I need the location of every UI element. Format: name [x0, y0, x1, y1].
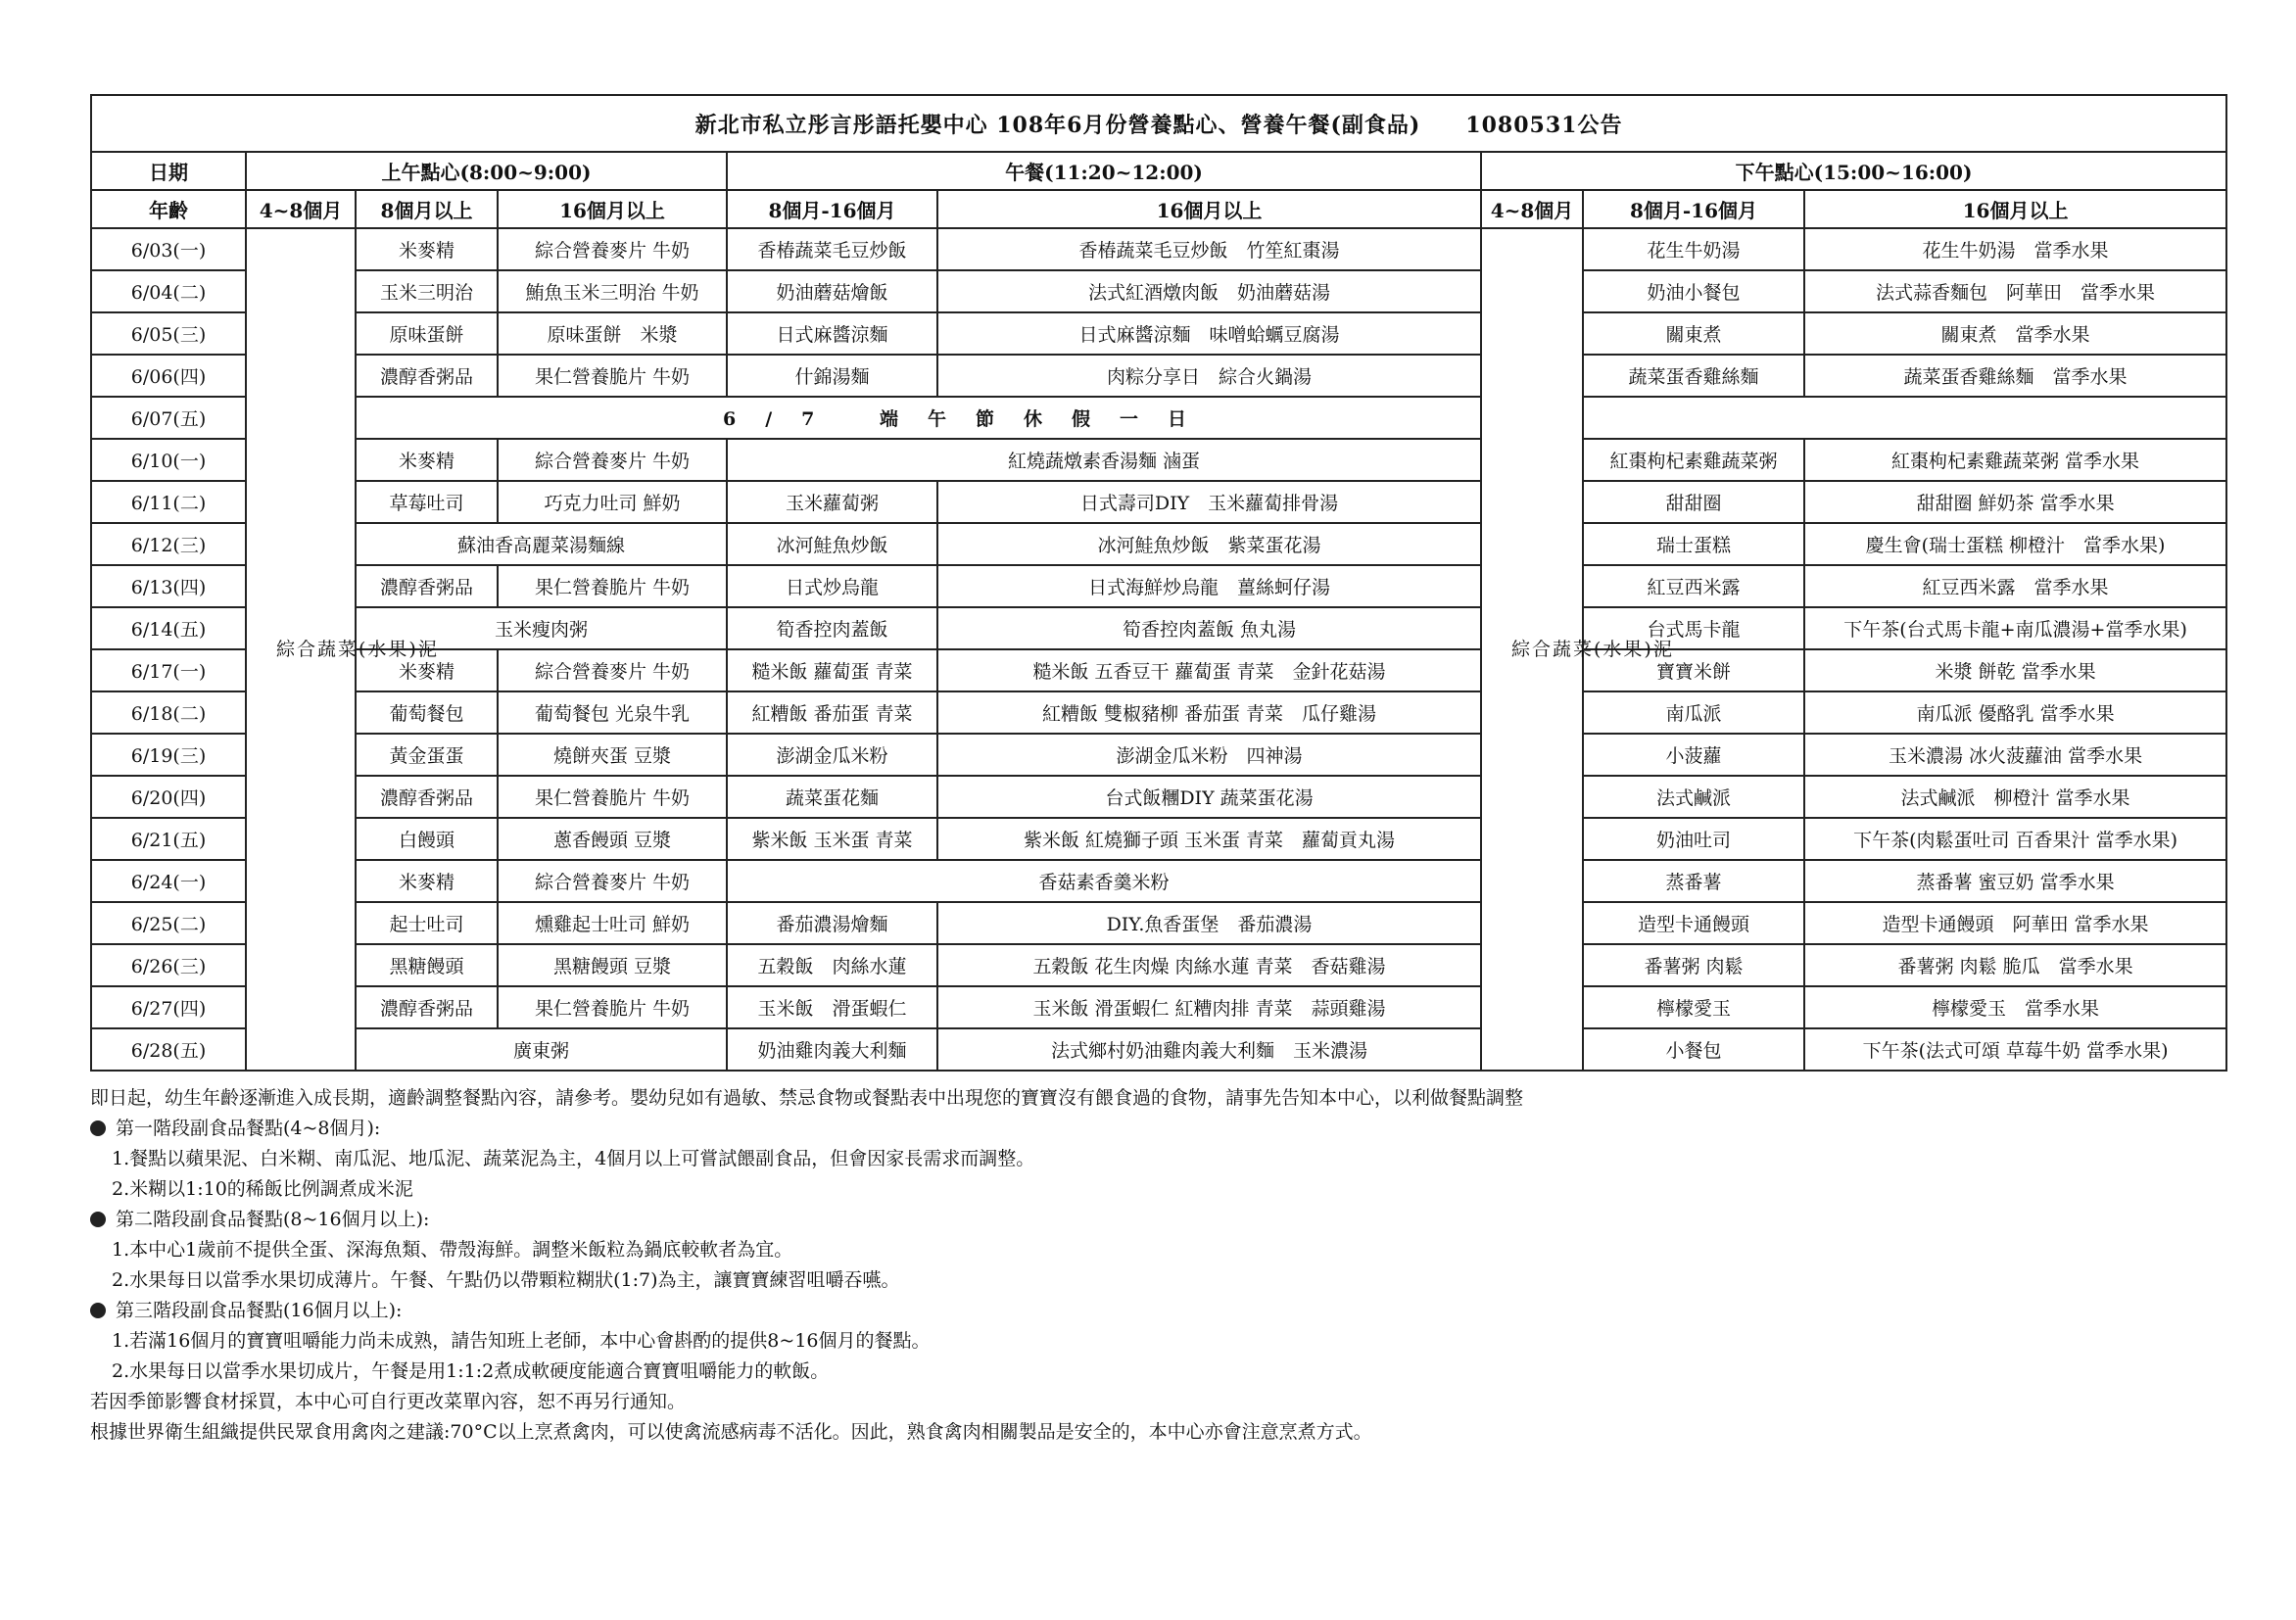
lunch-8-16-cell: 什錦湯麵: [727, 355, 937, 397]
header-afternoon-snack: 下午點心(15:00~16:00): [1481, 152, 2226, 190]
table-row: [91, 481, 2226, 523]
lunch-8-16-cell: 紅糟飯 番茄蛋 青菜: [727, 691, 937, 734]
morning-snack-cell: 玉米瘦肉粥: [356, 607, 727, 649]
header-lunch: 午餐(11:20~12:00): [727, 152, 1481, 190]
note-stage1: [90, 1114, 2225, 1144]
lunch-16-cell: 台式飯糰DIY 蔬菜蛋花湯: [937, 776, 1481, 818]
note-intro: 即日起，幼生年齡逐漸進入成長期，適齡調整餐點內容，請參考。嬰幼兒如有過敏、禁忌食物或餐點表中出現您的寶寶沒有餵食過的食物，請事先告知本中心，以利做餐點調整: [90, 1087, 1524, 1109]
afternoon-snack-8-16-cell: 紅豆西米露: [1583, 565, 1804, 607]
morning-snack-16-cell: 鮪魚玉米三明治 牛奶: [498, 270, 727, 312]
morning-snack-16-cell: 巧克力吐司 鮮奶: [498, 481, 727, 523]
afternoon-snack-16-cell: 造型卡通饅頭 阿華田 當季水果: [1804, 902, 2226, 944]
notes-section: [90, 1083, 2225, 1448]
table-row: [91, 312, 2226, 355]
note-stage2-1: 1.本中心1歲前不提供全蛋、深海魚類、帶殼海鮮。調整米飯粒為鍋底較軟者為宜。: [112, 1239, 793, 1261]
note-stage1-2: 2.米糊以1:10的稀飯比例調煮成米泥: [112, 1178, 413, 1200]
lunch-8-16-cell: 糙米飯 蘿蔔蛋 青菜: [727, 649, 937, 691]
afternoon-snack-16-cell: 檸檬愛玉 當季水果: [1804, 986, 2226, 1028]
lunch-8-16-cell: 日式麻醬涼麵: [727, 312, 937, 355]
morning-snack-16-cell: 燒餅夾蛋 豆漿: [498, 734, 727, 776]
date-cell: 6/25(二): [91, 902, 246, 944]
table-row: [91, 986, 2226, 1028]
afternoon-snack-16-cell: 蔬菜蛋香雞絲麵 當季水果: [1804, 355, 2226, 397]
menu-table: [90, 94, 2227, 1072]
morning-snack-16-cell: 綜合營養麥片 牛奶: [498, 439, 727, 481]
date-cell: 6/28(五): [91, 1028, 246, 1071]
date-cell: 6/20(四): [91, 776, 246, 818]
lunch-8-16-cell: 奶油蘑菇燴飯: [727, 270, 937, 312]
lunch-16-cell: 冰河鮭魚炒飯 紫菜蛋花湯: [937, 523, 1481, 565]
bullet-icon: [90, 1120, 106, 1136]
afternoon-snack-8-16-cell: 造型卡通饅頭: [1583, 902, 1804, 944]
afternoon-snack-8-16-cell: 台式馬卡龍: [1583, 607, 1804, 649]
afternoon-snack-16-cell: 南瓜派 優酪乳 當季水果: [1804, 691, 2226, 734]
afternoon-snack-16-cell: 蒸番薯 蜜豆奶 當季水果: [1804, 860, 2226, 902]
afternoon-snack-8-16-cell: 花生牛奶湯: [1583, 228, 1804, 270]
bullet-icon: [90, 1212, 106, 1227]
date-cell: 6/04(二): [91, 270, 246, 312]
morning-snack-8-cell: 濃醇香粥品: [356, 565, 498, 607]
table-row: [91, 776, 2226, 818]
afternoon-holiday-cell: [1583, 397, 2226, 439]
lunch-16-cell: 日式海鮮炒烏龍 薑絲蚵仔湯: [937, 565, 1481, 607]
header-age: 年齡: [91, 190, 246, 228]
afternoon-snack-8-16-cell: 瑞士蛋糕: [1583, 523, 1804, 565]
table-row: [91, 944, 2226, 986]
menu-sheet: [90, 94, 2225, 1072]
lunch-8-16-cell: 紫米飯 玉米蛋 青菜: [727, 818, 937, 860]
date-cell: 6/21(五): [91, 818, 246, 860]
afternoon-snack-8-16-cell: 南瓜派: [1583, 691, 1804, 734]
lunch-16-cell: 紫米飯 紅燒獅子頭 玉米蛋 青菜 蘿蔔貢丸湯: [937, 818, 1481, 860]
note-stage3-1: 1.若滿16個月的寶寶咀嚼能力尚未成熟，請告知班上老師，本中心會斟酌的提供8~16個月的餐點。: [112, 1330, 931, 1352]
header-morning-4-8: 4~8個月: [246, 190, 356, 228]
lunch-16-cell: 筍香控肉蓋飯 魚丸湯: [937, 607, 1481, 649]
lunch-8-16-cell: 玉米蘿蔔粥: [727, 481, 937, 523]
morning-snack-16-cell: 燻雞起士吐司 鮮奶: [498, 902, 727, 944]
header-lunch-8-16: 8個月-16個月: [727, 190, 937, 228]
lunch-8-16-cell: 筍香控肉蓋飯: [727, 607, 937, 649]
lunch-16-cell: 糙米飯 五香豆干 蘿蔔蛋 青菜 金針花菇湯: [937, 649, 1481, 691]
date-cell: 6/27(四): [91, 986, 246, 1028]
morning-snack-16-cell: 果仁營養脆片 牛奶: [498, 986, 727, 1028]
lunch-16-cell: 五穀飯 花生肉燥 肉絲水蓮 青菜 香菇雞湯: [937, 944, 1481, 986]
header-morning-8-plus: 8個月以上: [356, 190, 498, 228]
date-cell: 6/07(五): [91, 397, 246, 439]
lunch-16-cell: 澎湖金瓜米粉 四神湯: [937, 734, 1481, 776]
bullet-icon: [90, 1303, 106, 1318]
lunch-16-cell: 玉米飯 滑蛋蝦仁 紅糟肉排 青菜 蒜頭雞湯: [937, 986, 1481, 1028]
lunch-16-cell: 肉粽分享日 綜合火鍋湯: [937, 355, 1481, 397]
afternoon-snack-8-16-cell: 小菠蘿: [1583, 734, 1804, 776]
afternoon-snack-8-16-cell: 奶油吐司: [1583, 818, 1804, 860]
table-row: [91, 691, 2226, 734]
header-afternoon-16-plus: 16個月以上: [1804, 190, 2226, 228]
afternoon-snack-8-16-cell: 檸檬愛玉: [1583, 986, 1804, 1028]
table-row: [91, 860, 2226, 902]
table-row: [91, 523, 2226, 565]
morning-puree-cell: 綜合蔬菜(水果)泥: [246, 228, 356, 1071]
lunch-16-cell: 日式壽司DIY 玉米蘿蔔排骨湯: [937, 481, 1481, 523]
table-row: [91, 270, 2226, 312]
date-cell: 6/14(五): [91, 607, 246, 649]
lunch-8-16-cell: 冰河鮭魚炒飯: [727, 523, 937, 565]
morning-snack-cell: 廣東粥: [356, 1028, 727, 1071]
afternoon-snack-16-cell: 花生牛奶湯 當季水果: [1804, 228, 2226, 270]
morning-snack-8-cell: 黑糖饅頭: [356, 944, 498, 986]
morning-snack-16-cell: 果仁營養脆片 牛奶: [498, 565, 727, 607]
lunch-16-cell: 紅糟飯 雙椒豬柳 番茄蛋 青菜 瓜仔雞湯: [937, 691, 1481, 734]
afternoon-snack-16-cell: 關東煮 當季水果: [1804, 312, 2226, 355]
lunch-16-cell: 香椿蔬菜毛豆炒飯 竹笙紅棗湯: [937, 228, 1481, 270]
note-stage1-title: 第一階段副食品餐點(4~8個月):: [116, 1118, 381, 1139]
lunch-8-16-cell: 日式炒烏龍: [727, 565, 937, 607]
afternoon-snack-16-cell: 紅豆西米露 當季水果: [1804, 565, 2226, 607]
note-stage3-title: 第三階段副食品餐點(16個月以上):: [116, 1300, 403, 1321]
morning-snack-16-cell: 綜合營養麥片 牛奶: [498, 649, 727, 691]
morning-snack-16-cell: 果仁營養脆片 牛奶: [498, 355, 727, 397]
morning-snack-8-cell: 米麥精: [356, 228, 498, 270]
note-stage3: [90, 1296, 2225, 1326]
header-afternoon-8-16: 8個月-16個月: [1583, 190, 1804, 228]
lunch-cell: 香菇素香羹米粉: [727, 860, 1481, 902]
lunch-cell: 紅燒蔬燉素香湯麵 滷蛋: [727, 439, 1481, 481]
afternoon-snack-8-16-cell: 關東煮: [1583, 312, 1804, 355]
date-cell: 6/18(二): [91, 691, 246, 734]
table-row: [91, 439, 2226, 481]
morning-snack-8-cell: 米麥精: [356, 439, 498, 481]
lunch-8-16-cell: 蔬菜蛋花麵: [727, 776, 937, 818]
table-row: [91, 1028, 2226, 1071]
holiday-cell: 6/7 端午節休假一日: [356, 397, 1583, 439]
afternoon-snack-16-cell: 下午茶(法式可頌 草莓牛奶 當季水果): [1804, 1028, 2226, 1071]
afternoon-puree-cell: 綜合蔬菜(水果)泥: [1481, 228, 1583, 1071]
afternoon-snack-16-cell: 甜甜圈 鮮奶茶 當季水果: [1804, 481, 2226, 523]
note-stage2: [90, 1205, 2225, 1235]
morning-snack-8-cell: 起士吐司: [356, 902, 498, 944]
table-row: [91, 228, 2226, 270]
afternoon-snack-16-cell: 米漿 餅乾 當季水果: [1804, 649, 2226, 691]
page-title: 新北市私立彤言彤語托嬰中心 108年6月份營養點心、營養午餐(副食品) 1080531公告: [91, 95, 2226, 152]
date-cell: 6/24(一): [91, 860, 246, 902]
afternoon-snack-8-16-cell: 奶油小餐包: [1583, 270, 1804, 312]
morning-snack-8-cell: 草莓吐司: [356, 481, 498, 523]
date-cell: 6/13(四): [91, 565, 246, 607]
morning-snack-16-cell: 果仁營養脆片 牛奶: [498, 776, 727, 818]
afternoon-snack-16-cell: 紅棗枸杞素雞蔬菜粥 當季水果: [1804, 439, 2226, 481]
lunch-8-16-cell: 玉米飯 滑蛋蝦仁: [727, 986, 937, 1028]
table-row: [91, 902, 2226, 944]
note-who: 根據世界衛生組織提供民眾食用禽肉之建議:70°C以上烹煮禽肉，可以使禽流感病毒不活化。因此，熟食禽肉相關製品是安全的，本中心亦會注意烹煮方式。: [90, 1421, 1372, 1443]
note-stage1-1: 1.餐點以蘋果泥、白米糊、南瓜泥、地瓜泥、蔬菜泥為主，4個月以上可嘗試餵副食品，但會因家長需求而調整。: [112, 1148, 1035, 1169]
morning-snack-16-cell: 原味蛋餅 米漿: [498, 312, 727, 355]
date-cell: 6/05(三): [91, 312, 246, 355]
morning-snack-16-cell: 黑糖饅頭 豆漿: [498, 944, 727, 986]
header-morning-snack: 上午點心(8:00~9:00): [246, 152, 727, 190]
lunch-8-16-cell: 五穀飯 肉絲水蓮: [727, 944, 937, 986]
afternoon-snack-16-cell: 下午茶(肉鬆蛋吐司 百香果汁 當季水果): [1804, 818, 2226, 860]
header-date: 日期: [91, 152, 246, 190]
note-season: 若因季節影響食材採買，本中心可自行更改菜單內容，恕不再另行通知。: [90, 1391, 687, 1412]
table-row: [91, 818, 2226, 860]
morning-snack-16-cell: 蔥香饅頭 豆漿: [498, 818, 727, 860]
afternoon-snack-8-16-cell: 小餐包: [1583, 1028, 1804, 1071]
morning-snack-8-cell: 玉米三明治: [356, 270, 498, 312]
table-row: [91, 734, 2226, 776]
lunch-8-16-cell: 澎湖金瓜米粉: [727, 734, 937, 776]
morning-snack-8-cell: 米麥精: [356, 860, 498, 902]
date-cell: 6/19(三): [91, 734, 246, 776]
morning-snack-8-cell: 濃醇香粥品: [356, 355, 498, 397]
note-stage3-2: 2.水果每日以當季水果切成片，午餐是用1:1:2煮成軟硬度能適合寶寶咀嚼能力的軟飯。: [112, 1360, 830, 1382]
afternoon-snack-16-cell: 下午茶(台式馬卡龍+南瓜濃湯+當季水果): [1804, 607, 2226, 649]
afternoon-snack-8-16-cell: 蔬菜蛋香雞絲麵: [1583, 355, 1804, 397]
morning-snack-16-cell: 綜合營養麥片 牛奶: [498, 860, 727, 902]
table-row: [91, 355, 2226, 397]
lunch-16-cell: 法式鄉村奶油雞肉義大利麵 玉米濃湯: [937, 1028, 1481, 1071]
lunch-8-16-cell: 奶油雞肉義大利麵: [727, 1028, 937, 1071]
morning-snack-16-cell: 葡萄餐包 光泉牛乳: [498, 691, 727, 734]
afternoon-snack-16-cell: 番薯粥 肉鬆 脆瓜 當季水果: [1804, 944, 2226, 986]
afternoon-snack-16-cell: 法式鹹派 柳橙汁 當季水果: [1804, 776, 2226, 818]
afternoon-snack-8-16-cell: 甜甜圈: [1583, 481, 1804, 523]
note-stage2-title: 第二階段副食品餐點(8~16個月以上):: [116, 1209, 430, 1230]
morning-snack-8-cell: 黃金蛋蛋: [356, 734, 498, 776]
morning-snack-8-cell: 濃醇香粥品: [356, 986, 498, 1028]
morning-snack-cell: 蘇油香高麗菜湯麵線: [356, 523, 727, 565]
morning-snack-8-cell: 米麥精: [356, 649, 498, 691]
morning-snack-8-cell: 原味蛋餅: [356, 312, 498, 355]
header-morning-16-plus: 16個月以上: [498, 190, 727, 228]
afternoon-snack-16-cell: 慶生會(瑞士蛋糕 柳橙汁 當季水果): [1804, 523, 2226, 565]
afternoon-snack-8-16-cell: 蒸番薯: [1583, 860, 1804, 902]
lunch-8-16-cell: 香椿蔬菜毛豆炒飯: [727, 228, 937, 270]
afternoon-snack-16-cell: 法式蒜香麵包 阿華田 當季水果: [1804, 270, 2226, 312]
table-row: [91, 397, 2226, 439]
date-cell: 6/11(二): [91, 481, 246, 523]
afternoon-snack-8-16-cell: 紅棗枸杞素雞蔬菜粥: [1583, 439, 1804, 481]
table-row: [91, 565, 2226, 607]
morning-snack-8-cell: 白饅頭: [356, 818, 498, 860]
date-cell: 6/26(三): [91, 944, 246, 986]
morning-snack-16-cell: 綜合營養麥片 牛奶: [498, 228, 727, 270]
lunch-8-16-cell: 番茄濃湯燴麵: [727, 902, 937, 944]
date-cell: 6/06(四): [91, 355, 246, 397]
afternoon-snack-16-cell: 玉米濃湯 冰火菠蘿油 當季水果: [1804, 734, 2226, 776]
note-stage2-2: 2.水果每日以當季水果切成薄片。午餐、午點仍以帶顆粒糊狀(1:7)為主，讓寶寶練習咀嚼吞嚥。: [112, 1269, 900, 1291]
header-afternoon-4-8: 4~8個月: [1481, 190, 1583, 228]
date-cell: 6/12(三): [91, 523, 246, 565]
morning-snack-8-cell: 濃醇香粥品: [356, 776, 498, 818]
date-cell: 6/03(一): [91, 228, 246, 270]
lunch-16-cell: DIY.魚香蛋堡 番茄濃湯: [937, 902, 1481, 944]
afternoon-snack-8-16-cell: 法式鹹派: [1583, 776, 1804, 818]
lunch-16-cell: 日式麻醬涼麵 味噌蛤蠣豆腐湯: [937, 312, 1481, 355]
afternoon-snack-8-16-cell: 番薯粥 肉鬆: [1583, 944, 1804, 986]
date-cell: 6/17(一): [91, 649, 246, 691]
afternoon-snack-8-16-cell: 寶寶米餅: [1583, 649, 1804, 691]
header-lunch-16-plus: 16個月以上: [937, 190, 1481, 228]
date-cell: 6/10(一): [91, 439, 246, 481]
lunch-16-cell: 法式紅酒燉肉飯 奶油蘑菇湯: [937, 270, 1481, 312]
morning-snack-8-cell: 葡萄餐包: [356, 691, 498, 734]
